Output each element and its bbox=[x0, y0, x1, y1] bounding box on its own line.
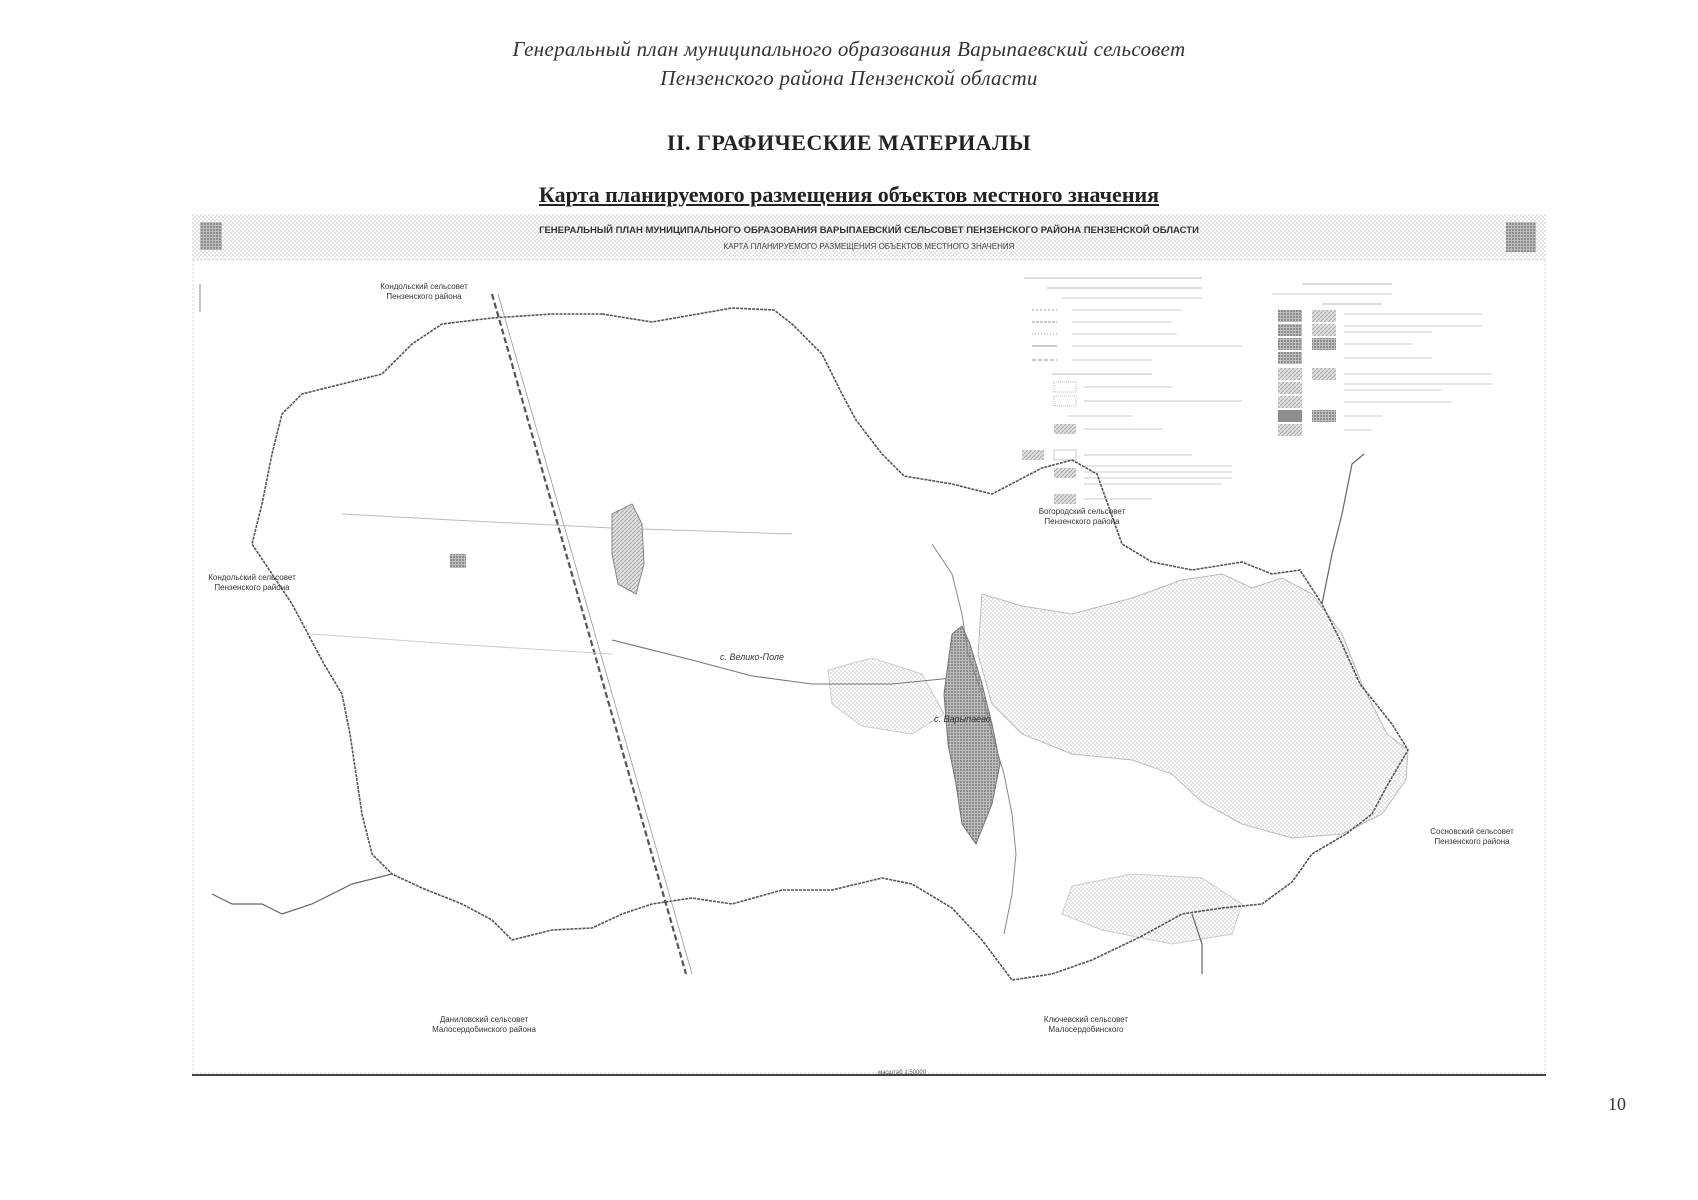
map-figure bbox=[192, 214, 1546, 1076]
map-header-ornament-left bbox=[200, 222, 222, 250]
page-number: 10 bbox=[1608, 1094, 1626, 1114]
settlement-label-1: с. Велико-Поле bbox=[720, 652, 784, 662]
map-inner-subtitle: КАРТА ПЛАНИРУЕМОГО РАЗМЕЩЕНИЯ ОБЪЕКТОВ МЕСТНОГО ЗНАЧЕНИЯ bbox=[723, 242, 1015, 251]
boundary-stub-west bbox=[212, 874, 392, 914]
map-header-band bbox=[192, 214, 1546, 260]
document-header-line-1: Генеральный план муниципального образования Варыпаевский сельсовет bbox=[512, 37, 1186, 61]
neighbor-label-4-line-2: Пензенского района bbox=[1434, 837, 1510, 846]
neighbor-label-3-line-2: Пензенского района bbox=[1044, 517, 1120, 526]
map-legend-left bbox=[1022, 278, 1242, 504]
map-shaded-area-east bbox=[978, 574, 1408, 838]
map-canvas bbox=[192, 214, 1546, 1074]
section-title: II. ГРАФИЧЕСКИЕ МАТЕРИАЛЫ bbox=[666, 130, 1032, 155]
neighbor-label-5-line-2: Малосердобинского района bbox=[432, 1025, 536, 1034]
neighbor-label-5-line-1: Даниловский сельсовет bbox=[439, 1015, 529, 1024]
map-scale: масштаб 1:50000 bbox=[877, 1070, 927, 1074]
map-inner-title: ГЕНЕРАЛЬНЫЙ ПЛАН МУНИЦИПАЛЬНОГО ОБРАЗОВАНИЯ ВАРЫПАЕВСКИЙ СЕЛЬСОВЕТ ПЕНЗЕНСКОГО РАЙОНА ПЕНЗЕНСКОЙ ОБЛАСТИ bbox=[539, 225, 1199, 236]
neighbor-label-2-line-2: Пензенского района bbox=[214, 583, 290, 592]
road-secondary bbox=[342, 514, 792, 534]
neighbor-label-1-line-1: Кондольский сельсовет bbox=[380, 282, 468, 291]
neighbor-label-3-line-1: Богородский сельсовет bbox=[1038, 507, 1126, 516]
map-legend-right bbox=[1272, 284, 1492, 436]
map-header-ornament-right bbox=[1506, 222, 1536, 252]
map-shaded-area-west bbox=[828, 658, 944, 734]
neighbor-label-2-line-1: Кондольский сельсовет bbox=[208, 573, 296, 582]
road-tertiary bbox=[312, 634, 612, 654]
boundary-stub-north bbox=[1322, 454, 1364, 604]
neighbor-label-1-line-2: Пензенского района bbox=[386, 292, 462, 301]
document-header-line-2: Пензенского района Пензенской области bbox=[660, 66, 1038, 90]
railway-line bbox=[492, 294, 686, 974]
neighbor-label-6-line-2: Малосердобинского bbox=[1048, 1025, 1124, 1034]
settlement-label-2: с. Варыпаево bbox=[934, 714, 991, 724]
neighbor-label-4-line-1: Сосновский сельсовет bbox=[1430, 827, 1514, 836]
village-small-area bbox=[612, 504, 644, 594]
neighbor-label-6-line-1: Ключевский сельсовет bbox=[1043, 1015, 1129, 1024]
map-marker-small bbox=[450, 554, 466, 568]
railway-line-shadow bbox=[498, 294, 692, 974]
map-title: Карта планируемого размещения объектов местного значения bbox=[538, 182, 1160, 207]
